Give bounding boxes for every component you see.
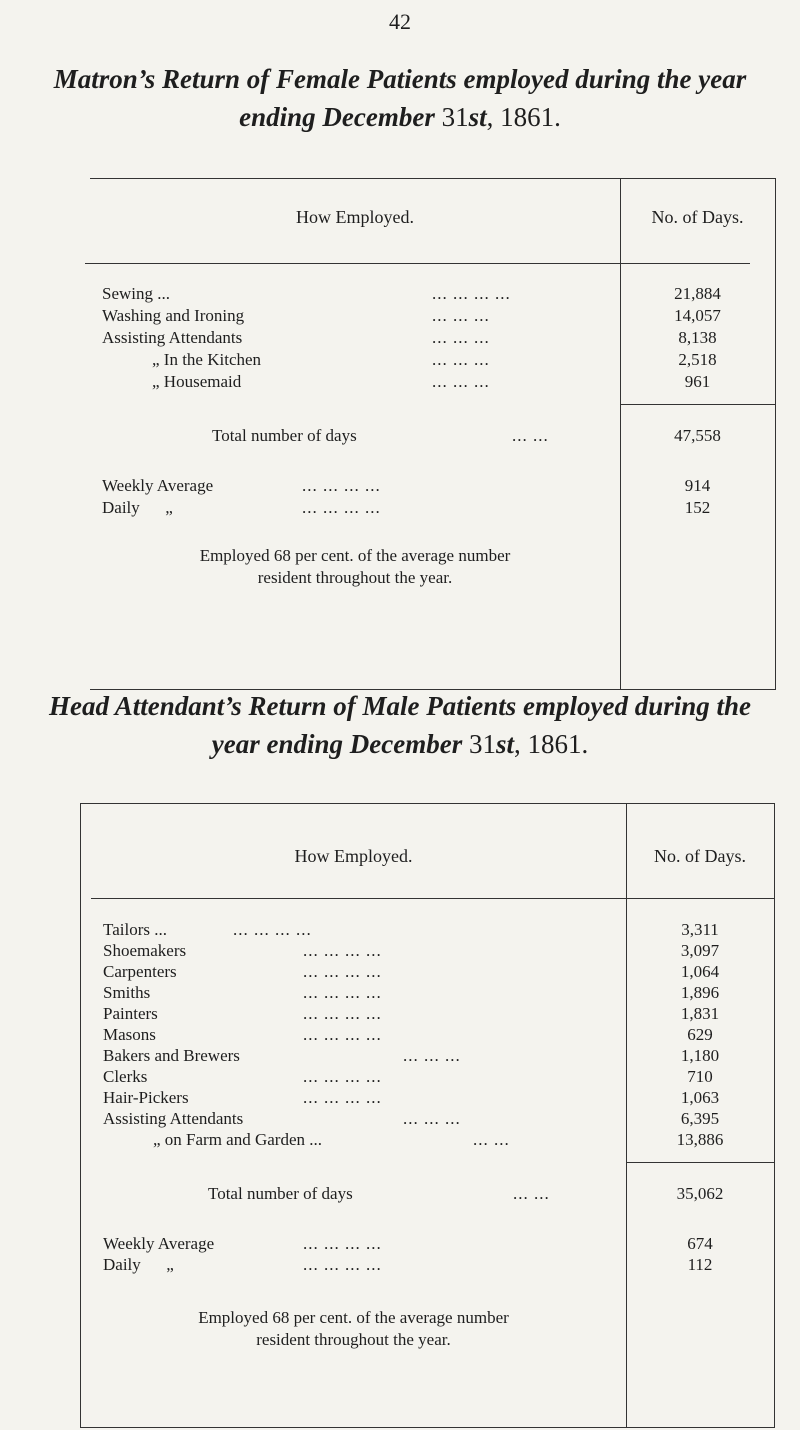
leader-dots: ... ... ... ...	[303, 1255, 382, 1274]
table-row	[102, 283, 775, 305]
row-value: 6,395	[680, 1109, 720, 1128]
row-label: Carpenters	[103, 962, 177, 981]
row-value: 8,138	[678, 328, 717, 347]
leader-dots: ... ...	[473, 1130, 510, 1149]
female-title-date-num: 31	[441, 102, 469, 132]
row-label: Hair-Pickers	[103, 1088, 189, 1107]
total-rule	[620, 404, 775, 405]
female-title-line2-prefix: ending December	[239, 102, 442, 132]
total-row	[103, 1183, 774, 1205]
leader-dots: ... ... ... ...	[303, 1004, 382, 1023]
row-value: 1,180	[680, 1046, 720, 1065]
table-row	[103, 1129, 774, 1151]
female-title-date-suffix: st	[468, 102, 487, 132]
row-label: Painters	[103, 1004, 158, 1023]
row-value: 3,311	[681, 920, 719, 939]
header-rule	[626, 898, 774, 899]
male-title-date-suffix: st	[495, 729, 514, 759]
note-line-1: Employed 68 per cent. of the average number	[198, 1308, 509, 1327]
leader-dots: ... ... ... ...	[303, 983, 382, 1002]
row-value: 961	[684, 372, 711, 391]
total-rule	[626, 1162, 774, 1163]
header-no-of-days: No. of Days.	[651, 207, 744, 227]
male-title-line1: Head Attendant’s Return of Male Patients employed during the	[48, 691, 752, 721]
leader-dots: ... ... ... ...	[303, 962, 382, 981]
row-value: 13,886	[676, 1130, 724, 1149]
header-rule	[620, 263, 750, 264]
weekly-value: 674	[687, 1234, 713, 1253]
weekly-label: Weekly Average	[102, 476, 214, 495]
row-label: „ on Farm and Garden ...	[153, 1130, 323, 1149]
table-row	[103, 1066, 774, 1088]
daily-average-row	[103, 1254, 774, 1276]
table-row	[102, 305, 775, 327]
header-rule	[85, 263, 620, 264]
table-row	[102, 349, 775, 371]
female-employment-table	[90, 178, 776, 690]
weekly-average-row	[102, 475, 775, 497]
leader-dots: ... ... ... ...	[233, 920, 312, 939]
row-value: 21,884	[674, 284, 721, 303]
male-return-title	[0, 687, 800, 763]
table-row	[102, 371, 775, 393]
table-row	[103, 919, 774, 941]
total-label: Total number of days	[212, 426, 357, 445]
header-rule	[91, 898, 626, 899]
page-number: 42	[389, 9, 411, 34]
header-how-employed: How Employed.	[294, 846, 413, 866]
header-how-employed: How Employed.	[296, 207, 414, 227]
row-value: 1,831	[680, 1004, 720, 1023]
total-label: Total number of days	[208, 1184, 353, 1203]
daily-average-row	[102, 497, 775, 519]
row-label: „ In the Kitchen	[152, 350, 262, 369]
note-line-1: Employed 68 per cent. of the average number	[199, 546, 511, 565]
row-label: Masons	[103, 1025, 156, 1044]
row-value: 3,097	[680, 941, 720, 960]
weekly-label: Weekly Average	[103, 1234, 215, 1253]
male-title-date-num: 31	[468, 729, 496, 759]
total-value: 35,062	[676, 1184, 724, 1203]
row-label: Tailors ...	[103, 920, 167, 939]
leader-dots: ... ... ... ...	[432, 284, 511, 303]
table-row	[103, 940, 774, 962]
table-row	[103, 1087, 774, 1109]
table-row	[103, 1024, 774, 1046]
row-label: Assisting Attendants	[102, 328, 243, 347]
leader-dots: ... ... ... ...	[303, 1067, 382, 1086]
header-no-of-days: No. of Days.	[654, 846, 746, 866]
row-label: Clerks	[103, 1067, 148, 1086]
row-value: 629	[687, 1025, 713, 1044]
row-label: Smiths	[103, 983, 151, 1002]
leader-dots: ... ... ...	[432, 372, 490, 391]
weekly-value: 914	[684, 476, 711, 495]
leader-dots: ... ...	[513, 1184, 550, 1203]
row-label: Washing and Ironing	[102, 306, 245, 325]
male-title-line2-prefix: year ending December	[211, 729, 469, 759]
table-row	[103, 982, 774, 1004]
row-label: Assisting Attendants	[103, 1109, 244, 1128]
row-value: 710	[687, 1067, 713, 1086]
daily-value: 112	[687, 1255, 713, 1274]
total-row	[102, 425, 775, 447]
table-row	[103, 1003, 774, 1025]
leader-dots: ... ... ...	[403, 1046, 461, 1065]
leader-dots: ... ... ... ...	[303, 1088, 382, 1107]
female-title-year: , 1861.	[486, 102, 561, 132]
leader-dots: ... ... ... ...	[302, 498, 381, 517]
leader-dots: ... ... ... ...	[302, 476, 381, 495]
leader-dots: ... ... ... ...	[303, 1234, 382, 1253]
leader-dots: ... ... ... ...	[303, 941, 382, 960]
male-employment-table	[80, 803, 775, 1428]
row-label: „ Housemaid	[152, 372, 242, 391]
row-value: 2,518	[678, 350, 717, 369]
row-value: 1,063	[680, 1088, 720, 1107]
daily-label: Daily „	[103, 1255, 174, 1274]
table-row	[103, 1045, 774, 1067]
male-title-year: , 1861.	[513, 729, 589, 759]
row-label: Bakers and Brewers	[103, 1046, 240, 1065]
row-value: 1,896	[680, 983, 720, 1002]
total-value: 47,558	[674, 426, 721, 445]
row-value: 14,057	[674, 306, 721, 325]
row-label: Shoemakers	[103, 941, 187, 960]
table-row	[103, 1108, 774, 1130]
leader-dots: ... ... ...	[403, 1109, 461, 1128]
table-row	[102, 327, 775, 349]
leader-dots: ... ...	[512, 426, 549, 445]
leader-dots: ... ... ...	[432, 328, 490, 347]
female-title-line1: Matron’s Return of Female Patients employed during the year	[53, 64, 747, 94]
note-line-2: resident throughout the year.	[256, 1330, 451, 1349]
weekly-average-row	[103, 1233, 774, 1255]
leader-dots: ... ... ...	[432, 306, 490, 325]
row-label: Sewing ...	[102, 284, 170, 303]
daily-label: Daily „	[102, 498, 173, 517]
female-return-title	[0, 60, 800, 136]
leader-dots: ... ... ...	[432, 350, 490, 369]
row-value: 1,064	[680, 962, 720, 981]
note-line-2: resident throughout the year.	[257, 568, 453, 587]
leader-dots: ... ... ... ...	[303, 1025, 382, 1044]
table-row	[103, 961, 774, 983]
daily-value: 152	[684, 498, 711, 517]
